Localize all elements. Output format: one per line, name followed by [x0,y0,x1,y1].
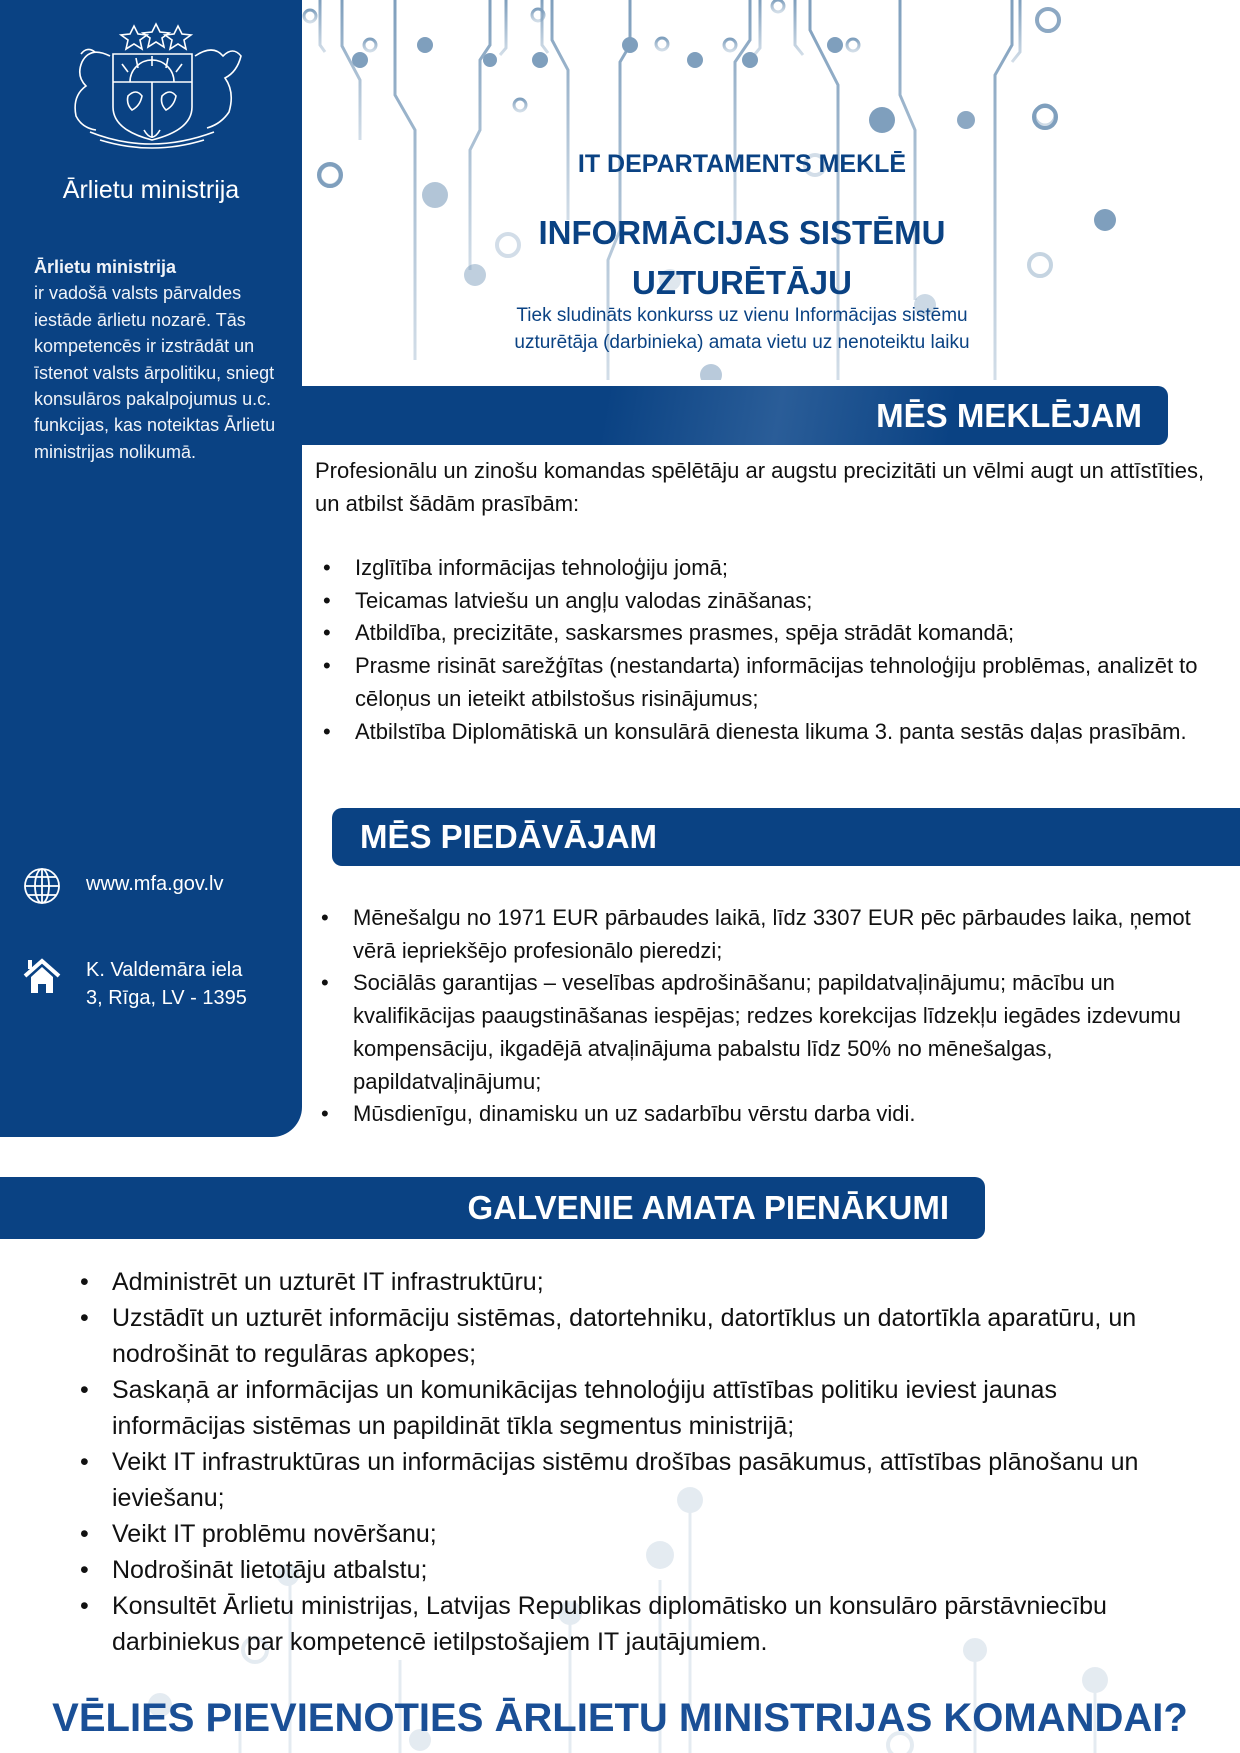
job-title-line-2: UZTURĒTĀJU [632,264,852,301]
ministry-description [34,254,284,465]
coat-of-arms-icon [50,12,255,152]
address-line-1: K. Valdemāra iela [86,959,243,981]
sidebar-brand-name: Ārlietu ministrija [62,176,240,204]
sidebar [0,0,302,1137]
hero-subtitle-line-2: uzturētāja (darbinieka) amata vietu uz nenoteiktu laiku [514,332,970,353]
list-item: • Saskaņā ar informācijas un komunikācijas tehnoloģiju attīstības politiku ieviest jaunas informācijas sistēmas un papildināt tīkla segmentus ministrijā; [72,1372,1172,1444]
list-item: • Konsultēt Ārlietu ministrijas, Latvijas Republikas diplomātisko un konsulāro pārstāvniecību darbiniekus par kompetencē ietilpstošajiem IT jautājumiem. [72,1588,1172,1660]
list-item: • Uzstādīt un uzturēt informāciju sistēmas, datortehniku, datortīklus un datortīkla aparatūru, un nodrošināt to regulāras apkopes; [72,1300,1172,1372]
hero-kicker: IT DEPARTAMENTS MEKLĒ [577,150,907,178]
duties-heading: GALVENIE AMATA PIENĀKUMI [467,1189,949,1226]
hero-subtitle-line-1: Tiek sludināts konkurss uz vienu Informācijas sistēmu [516,305,968,326]
seeking-heading-banner [302,386,1168,445]
job-title-line-1: INFORMĀCIJAS SISTĒMU [538,214,946,251]
contact-address [22,956,247,1012]
list-item: • Nodrošināt lietotāju atbalstu; [72,1552,1172,1588]
duties-list [72,1264,1172,1660]
requirements-list [315,552,1225,748]
call-to-action: VĒLIES PIEVIENOTIES ĀRLIETU MINISTRIJAS KOMANDAI? [52,1696,1188,1740]
job-title [302,208,1182,308]
list-item: • Veikt IT problēmu novēršanu; [72,1516,1172,1552]
hero-subtitle [302,302,1182,356]
offer-heading: MĒS PIEDĀVĀJAM [360,818,658,855]
list-item: • Administrēt un uzturēt IT infrastruktūru; [72,1264,1172,1300]
list-item: • Atbilstība Diplomātiskā un konsulārā dienesta likuma 3. panta sestās daļas prasībām. [315,716,1225,749]
seeking-heading: MĒS MEKLĒJAM [876,396,1142,434]
globe-icon [22,866,62,906]
ministry-description-title: Ārlietu ministrija [34,257,177,277]
list-item: • Sociālās garantijas – veselības apdrošināšanu; papildatvaļinājumu; mācību un kvalifikācijas paaugstināšanas iespējas; redzes korekcijas līdzekļu iegādes izdevumu kompensāciju, ikgadējā atvaļinājuma pabalstu līdz 50% no mēnešalgas, papildatvaļinājumu; [313,967,1223,1098]
address-line-2: 3, Rīga, LV - 1395 [86,987,247,1009]
list-item: • Izglītība informācijas tehnoloģiju jomā; [315,552,1225,585]
ministry-description-text: ir vadošā valsts pārvaldes iestāde ārlietu nozarē. Tās kompetencēs ir izstrādāt un īstenot valsts ārpolitiku, sniegt konsulāros pakalpojumus u.c. funkcijas, kas noteiktas Ārlietu ministrijas nolikumā. [34,283,276,462]
list-item: • Veikt IT infrastruktūras un informācijas sistēmu drošības pasākumus, attīstības plānošanu un ieviešanu; [72,1444,1172,1516]
address-text [86,956,247,1012]
home-icon [22,956,62,996]
list-item: • Prasme risināt sarežģītas (nestandarta) informācijas tehnoloģiju problēmas, analizēt to cēloņus un ieteikt atbilstošus risinājumus; [315,650,1225,715]
hero [302,0,1240,380]
website-link[interactable]: www.mfa.gov.lv [86,873,224,895]
offer-heading-banner [332,808,1240,866]
list-item: • Mēnešalgu no 1971 EUR pārbaudes laikā, līdz 3307 EUR pēc pārbaudes laika, ņemot vērā iepriekšējo profesionālo pieredzi; [313,902,1223,967]
contact-website[interactable] [22,866,223,906]
duties-heading-banner [0,1177,985,1239]
list-item: • Atbildība, precizitāte, saskarsmes prasmes, spēja strādāt komandā; [315,617,1225,650]
list-item: • Mūsdienīgu, dinamisku un uz sadarbību vērstu darba vidi. [313,1098,1223,1131]
seeking-intro: Profesionālu un zinošu komandas spēlētāju ar augstu precizitāti un vēlmi augt un attīstīties, un atbilst šādām prasībām: [315,458,1205,516]
list-item: • Teicamas latviešu un angļu valodas zināšanas; [315,585,1225,618]
offer-list [313,902,1223,1131]
